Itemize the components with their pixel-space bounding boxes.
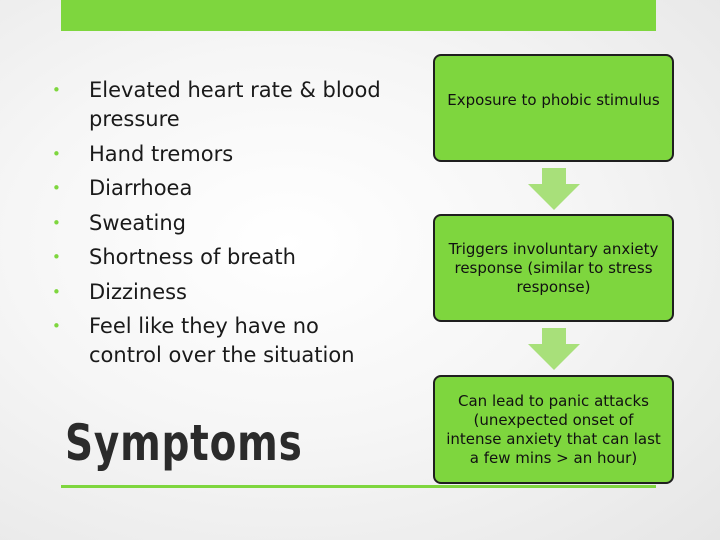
flow-step-text: Can lead to panic attacks (unexpected onset of intense anxiety that can last a few mins > an hour) — [446, 391, 661, 467]
symptom-list — [52, 76, 397, 376]
flow-step-exposure — [433, 54, 674, 162]
symptom-text: Diarrhoea — [89, 176, 193, 200]
top-accent-bar — [61, 0, 656, 31]
down-arrow-icon — [528, 168, 580, 210]
symptom-text: Elevated heart rate & blood pressure — [89, 78, 381, 131]
bullet-icon: • — [52, 317, 61, 335]
list-item — [52, 76, 397, 134]
flow-step-text: Triggers involuntary anxiety response (similar to stress response) — [448, 240, 659, 296]
flow-step-panic-attacks — [433, 375, 674, 484]
list-item — [52, 140, 397, 169]
symptom-text: Feel like they have no control over the situation — [89, 314, 355, 367]
bullet-icon: • — [52, 213, 61, 232]
list-item — [52, 209, 397, 238]
list-item — [52, 312, 397, 370]
symptom-text: Hand tremors — [89, 141, 234, 166]
bottom-accent-rule — [61, 485, 656, 488]
flow-step-anxiety-response — [433, 214, 674, 322]
slide-title: Symptoms — [65, 414, 303, 472]
down-arrow-icon — [528, 328, 580, 370]
symptom-text: Dizziness — [89, 279, 187, 304]
bullet-icon: • — [52, 81, 61, 99]
list-item — [52, 243, 397, 272]
bullet-icon: • — [52, 179, 61, 197]
flow-step-text: Exposure to phobic stimulus — [447, 91, 660, 109]
symptom-text: Shortness of breath — [89, 245, 296, 269]
bullet-icon: • — [52, 282, 61, 301]
symptom-text: Sweating — [89, 210, 187, 235]
list-item — [52, 174, 397, 203]
bullet-icon: • — [52, 248, 61, 266]
bullet-icon: • — [52, 144, 61, 163]
list-item — [52, 278, 397, 307]
